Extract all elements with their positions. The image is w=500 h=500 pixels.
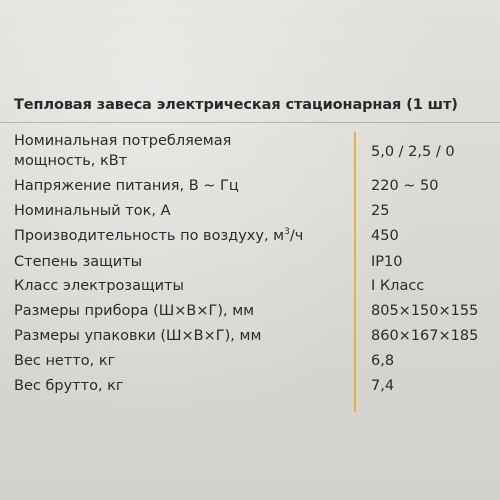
spec-value-power: 5,0 / 2,5 / 0: [371, 144, 455, 160]
spec-label-power-line2: мощность, кВт: [14, 153, 128, 169]
spec-label-package-size: Размеры упаковки (Ш×В×Г), мм: [14, 328, 262, 344]
spec-value-current: 25: [371, 203, 390, 219]
spec-label-device-size: Размеры прибора (Ш×В×Г), мм: [14, 303, 255, 319]
spec-value-voltage: 220 ~ 50: [371, 178, 439, 194]
spec-value-net-weight: 6,8: [371, 353, 395, 369]
spec-label-gross-weight: Вес брутто, кг: [14, 378, 124, 394]
spec-label-power-line1: Номинальная потребляемая: [14, 133, 232, 149]
spec-value-electrical-class: I Класс: [371, 278, 425, 294]
spec-value-device-size: 805×150×155: [371, 303, 479, 319]
spec-label-airflow: Производительность по воздуху, $м^3/ч$: [14, 227, 304, 244]
spec-value-protection: IP10: [371, 254, 403, 270]
spec-value-gross-weight: 7,4: [371, 378, 395, 394]
spec-value-airflow: 450: [371, 228, 399, 244]
column-divider: [354, 132, 356, 412]
title-divider-line: [0, 122, 500, 123]
spec-label-electrical-class: Класс электрозащиты: [14, 278, 184, 294]
spec-label-protection: Степень защиты: [14, 254, 143, 270]
spec-label-net-weight: Вес нетто, кг: [14, 353, 116, 369]
spec-label-voltage: Напряжение питания, В ~ Гц: [14, 178, 239, 194]
spec-label-current: Номинальный ток, А: [14, 203, 171, 219]
spec-value-package-size: 860×167×185: [371, 328, 479, 344]
spec-title: Тепловая завеса электрическая стационарная (1 шт): [14, 97, 458, 113]
